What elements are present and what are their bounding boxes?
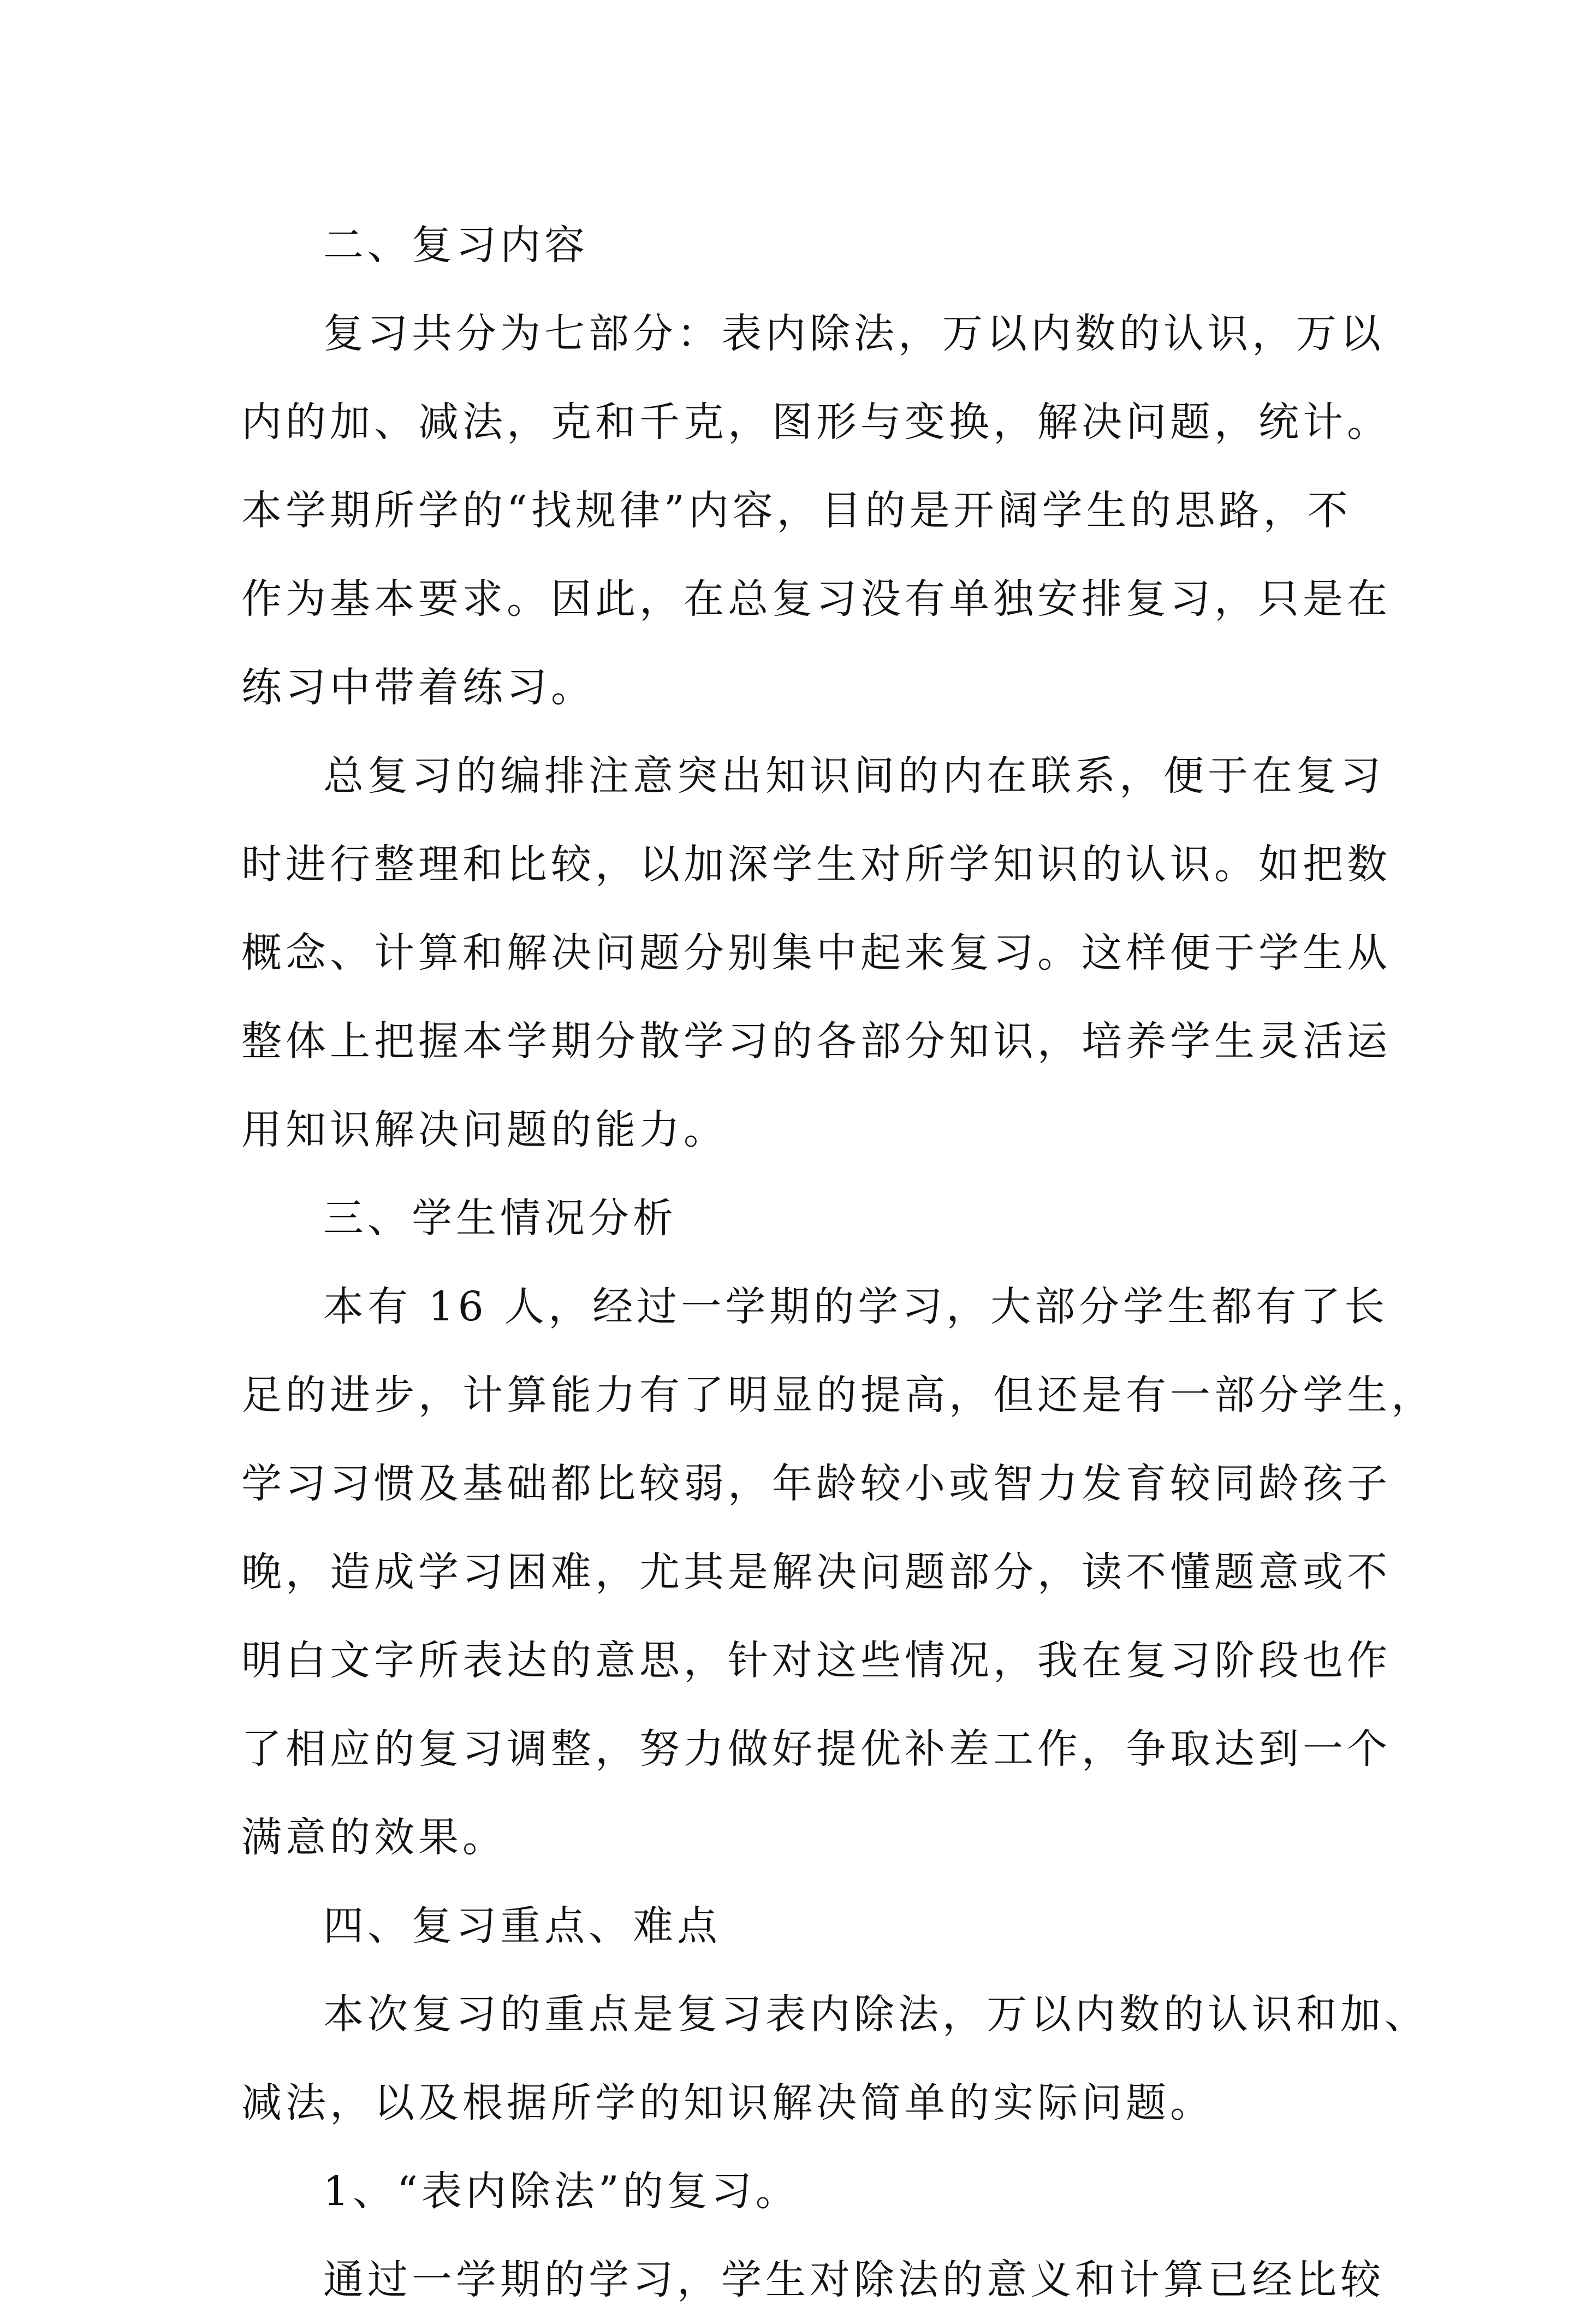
paragraph-line: 足的进步，计算能力有了明显的提高，但还是有一部分学生， [241,1372,1435,1419]
paragraph-line: 内的加、减法，克和千克，图形与变换，解决问题，统计。 [241,399,1391,446]
document-body [241,201,1435,2324]
paragraph-line: 作为基本要求。因此，在总复习没有单独安排复习，只是在 [241,576,1391,622]
paragraph-line: 总复习的编排注意突出知识间的内在联系，便于在复习 [323,752,1385,799]
paragraph-line: 学习习惯及基础都比较弱，年龄较小或智力发育较同龄孩子 [241,1460,1391,1507]
paragraph-line: 了相应的复习调整，努力做好提优补差工作，争取达到一个 [241,1726,1391,1772]
paragraph-line: 明白文字所表达的意思，针对这些情况，我在复习阶段也作 [241,1637,1391,1684]
section-heading: 四、复习重点、难点 [323,1902,721,1949]
paragraph-line: 本次复习的重点是复习表内除法，万以内数的认识和加、 [323,1991,1429,2038]
paragraph-line: 本有 16 人，经过一学期的学习，大部分学生都有了长 [323,1283,1389,1330]
section-heading: 三、学生情况分析 [323,1195,677,1242]
subsection-heading: 1、“表内除法”的复习。 [323,2168,800,2215]
paragraph-line: 本学期所学的“找规律”内容，目的是开阔学生的思路，不 [241,487,1352,534]
paragraph-line: 用知识解决问题的能力。 [241,1106,728,1153]
paragraph-line: 通过一学期的学习，学生对除法的意义和计算已经比较 [323,2256,1385,2303]
paragraph-line: 复习共分为七部分：表内除法，万以内数的认识，万以 [323,310,1385,357]
paragraph-line: 满意的效果。 [241,1814,507,1861]
paragraph-line: 练习中带着练习。 [241,664,595,711]
paragraph-line: 整体上把握本学期分散学习的各部分知识，培养学生灵活运 [241,1018,1391,1065]
section-heading: 二、复习内容 [323,222,589,269]
paragraph-line: 晚，造成学习困难，尤其是解决问题部分，读不懂题意或不 [241,1549,1391,1596]
paragraph-line: 概念、计算和解决问题分别集中起来复习。这样便于学生从 [241,929,1391,976]
paragraph-line: 减法，以及根据所学的知识解决简单的实际问题。 [241,2079,1214,2126]
paragraph-line: 时进行整理和比较，以加深学生对所学知识的认识。如把数 [241,841,1391,888]
